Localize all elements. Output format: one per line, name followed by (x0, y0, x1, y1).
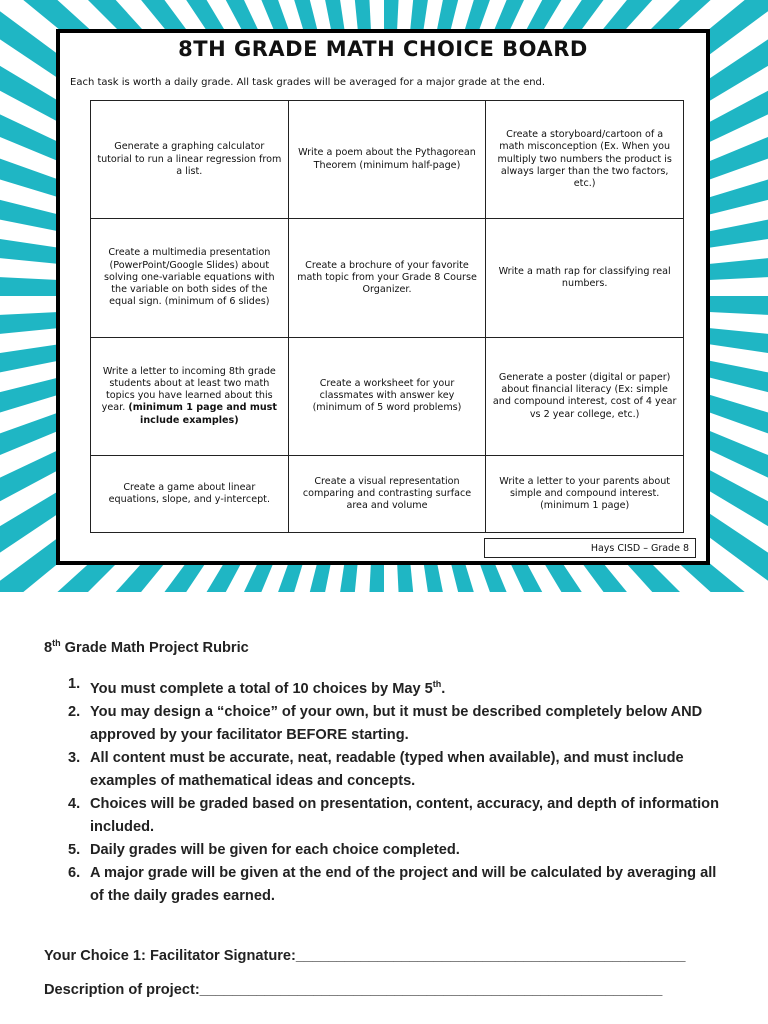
rubric-list (68, 673, 728, 908)
choice-cell: Write a math rap for classifying real numbers. (486, 219, 684, 337)
rubric-title-grade: 8 (44, 639, 53, 656)
choice-cell: Write a letter to your parents about simple and compound interest. (minimum 1 page) (486, 455, 684, 532)
choice-cell: Write a poem about the Pythagorean Theorem (minimum half-page) (288, 101, 486, 219)
rubric-item-number: 3. (68, 749, 81, 766)
choice-board (56, 29, 710, 565)
rubric-item-number: 5. (68, 841, 81, 858)
rubric-item-text: You must complete a total of 10 choices by May 5 (90, 680, 433, 697)
grid-row (91, 101, 684, 219)
rubric-item-text: You may design a “choice” of your own, but it must be described completely below AND approved by your facilitator BEFORE starting. (90, 703, 703, 743)
choice-grid (90, 100, 684, 533)
choice-cell (91, 337, 289, 455)
rubric-title (44, 638, 249, 656)
choice-cell-text: Write a letter to incoming 8th grade students about at least two math topics you have learned about this year. (101, 365, 276, 414)
choice-cell: Create a storyboard/cartoon of a math misconception (Ex. When you multiply two numbers the product is always larger than the two factors, etc.) (486, 101, 684, 219)
rubric-title-suffix: th (52, 638, 61, 648)
choice-cell: Create a visual representation comparing and contrasting surface area and volume (288, 455, 486, 532)
rubric-item-tail: . (441, 680, 446, 697)
rubric-item-number: 6. (68, 864, 81, 881)
rubric-item-text: A major grade will be given at the end of the project and will be calculated by averaging all of the daily grades earned. (90, 864, 717, 904)
rubric-item-number: 2. (68, 703, 81, 720)
rubric-item-sup: th (432, 679, 442, 689)
grid-row (91, 455, 684, 532)
choice-cell: Create a multimedia presentation (PowerPoint/Google Slides) about solving one-variable equations with the variable on both sides of the equal sign. (minimum of 6 slides) (91, 219, 289, 337)
credit-box: Hays CISD – Grade 8 (484, 538, 696, 558)
rubric-item-number: 4. (68, 795, 81, 812)
choice-cell-emphasis: (minimum 1 page and must include examples) (128, 402, 277, 426)
rubric-item (68, 862, 728, 908)
board-intro: Each task is worth a daily grade. All task grades will be averaged for a major grade at the end. (70, 77, 546, 88)
rubric-item-number: 1. (68, 676, 81, 692)
rubric-title-text: Grade Math Project Rubric (60, 639, 249, 656)
board-title: 8TH GRADE MATH CHOICE BOARD (178, 37, 588, 61)
rubric-item (68, 839, 728, 862)
rubric-item (68, 793, 728, 839)
rubric-item-text: Choices will be graded based on presentation, content, accuracy, and depth of information included. (90, 795, 719, 835)
grid-row (91, 219, 684, 337)
description-line: Description of project:_________________________________________________________ (44, 982, 663, 998)
choice-cell: Create a brochure of your favorite math topic from your Grade 8 Course Organizer. (288, 219, 486, 337)
rubric-item-text: All content must be accurate, neat, readable (typed when available), and must include examples of mathematical ideas and concepts. (90, 749, 684, 789)
rubric-item (68, 701, 728, 747)
signature-line: Your Choice 1: Facilitator Signature:________________________________________________ (44, 948, 686, 964)
choice-cell: Create a game about linear equations, slope, and y-intercept. (91, 455, 289, 532)
rubric-item-text: Daily grades will be given for each choice completed. (90, 841, 460, 858)
rubric-item (68, 673, 728, 701)
choice-cell: Generate a graphing calculator tutorial to run a linear regression from a list. (91, 101, 289, 219)
choice-cell: Generate a poster (digital or paper) about financial literacy (Ex: simple and compound interest, cost of 4 year vs 2 year college, etc.) (486, 337, 684, 455)
grid-row (91, 337, 684, 455)
choice-cell: Create a worksheet for your classmates with answer key (minimum of 5 word problems) (288, 337, 486, 455)
rubric-item (68, 747, 728, 793)
